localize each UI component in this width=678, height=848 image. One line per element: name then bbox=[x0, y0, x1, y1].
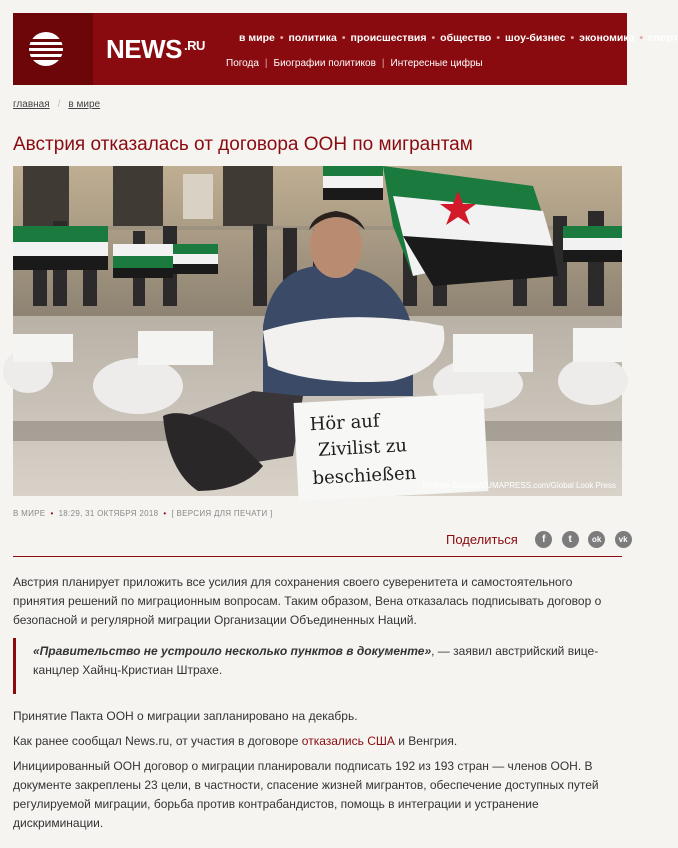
sub-nav: Погода | Биографии политиков | Интересные цифры bbox=[226, 58, 483, 69]
site-header bbox=[13, 13, 678, 85]
odnoklassniki-share-icon[interactable]: ok bbox=[588, 531, 605, 548]
logo-block[interactable] bbox=[13, 13, 93, 85]
article-meta: В МИРЕ • 18:29, 31 ОКТЯБРЯ 2018 • [ ВЕРСИЯ ДЛЯ ПЕЧАТИ ] bbox=[13, 509, 273, 518]
share-label: Поделиться bbox=[446, 532, 518, 548]
breadcrumb-section[interactable]: в мире bbox=[68, 99, 101, 110]
subnav-interesting-figures[interactable]: Интересные цифры bbox=[390, 58, 483, 69]
paragraph-2: Принятие Пакта ООН о миграции запланировано на декабрь. bbox=[13, 709, 358, 723]
meta-datetime: 18:29, 31 ОКТЯБРЯ 2018 bbox=[58, 509, 159, 518]
nav-item-society[interactable]: общество bbox=[440, 32, 492, 44]
subnav-politician-bios[interactable]: Биографии политиков bbox=[273, 58, 376, 69]
breadcrumb: главная / в мире bbox=[13, 99, 101, 110]
article-lead: Австрия планирует приложить все усилия для сохранения своего суверенитета и самостоятельного принятия решений по миграционным вопросам. Таким образом, Вена отказалась подписывать договор о безопасной и регулярной миграции Организации Объединенных Наций. bbox=[13, 575, 602, 627]
nav-item-sport[interactable]: спорт bbox=[648, 32, 678, 44]
sign-line-1: Hör auf bbox=[309, 410, 381, 436]
nav-item-incidents[interactable]: происшествия bbox=[350, 32, 427, 44]
share-bar bbox=[446, 531, 632, 549]
article-photo bbox=[13, 166, 622, 496]
breadcrumb-home[interactable]: главная bbox=[13, 99, 50, 110]
facebook-share-icon[interactable]: f bbox=[535, 531, 552, 548]
paragraph-3: Как ранее сообщал News.ru, от участия в договоре отказались США и Венгрия. bbox=[13, 734, 458, 748]
meta-section[interactable]: В МИРЕ bbox=[13, 509, 46, 518]
subnav-weather[interactable]: Погода bbox=[226, 58, 259, 69]
quote-rest: , — заявил австрийский вице-канцлер Хайнц-Кристиан Штрахе. bbox=[33, 644, 599, 677]
related-article-link[interactable]: отказались США bbox=[301, 734, 395, 748]
nav-item-world[interactable]: в мире bbox=[239, 32, 275, 44]
sign-line-3: beschießen bbox=[311, 462, 417, 490]
nav-item-economy[interactable]: экономика bbox=[579, 32, 635, 44]
vk-share-icon[interactable]: vk bbox=[615, 531, 632, 548]
logo-wordmark[interactable]: NEWS $^{.RU}$ bbox=[106, 34, 205, 64]
twitter-share-icon[interactable]: t bbox=[562, 531, 579, 548]
article-quote bbox=[13, 638, 616, 694]
photo-credit: Michele Babbini/ZUMAPRESS.com/Global Look Press bbox=[422, 481, 616, 490]
paragraph-4: Инициированный ООН договор о миграции планировали подписать 192 из 193 стран — членов ООН. В документе закреплены 23 цели, в частности, спасение жизней мигрантов, обеспечение доступных путей регулируемой миграции, борьба против контрабандистов, помощь в интеграции и устранение дискриминации. bbox=[13, 759, 599, 830]
globe-icon bbox=[29, 32, 63, 66]
nav-item-politics[interactable]: политика bbox=[288, 32, 337, 44]
main-nav: в мире • политика • происшествия • общество • шоу-бизнес • экономика • спорт bbox=[239, 32, 678, 44]
sign-line-2: Zivilist zu bbox=[317, 435, 408, 461]
print-version-link[interactable]: [ ВЕРСИЯ ДЛЯ ПЕЧАТИ ] bbox=[171, 509, 273, 518]
nav-item-showbiz[interactable]: шоу-бизнес bbox=[505, 32, 566, 44]
article-title: Австрия отказалась от договора ООН по мигрантам bbox=[13, 134, 473, 155]
divider bbox=[13, 556, 622, 557]
quote-bold: «Правительство не устроило несколько пунктов в документе» bbox=[33, 644, 432, 658]
